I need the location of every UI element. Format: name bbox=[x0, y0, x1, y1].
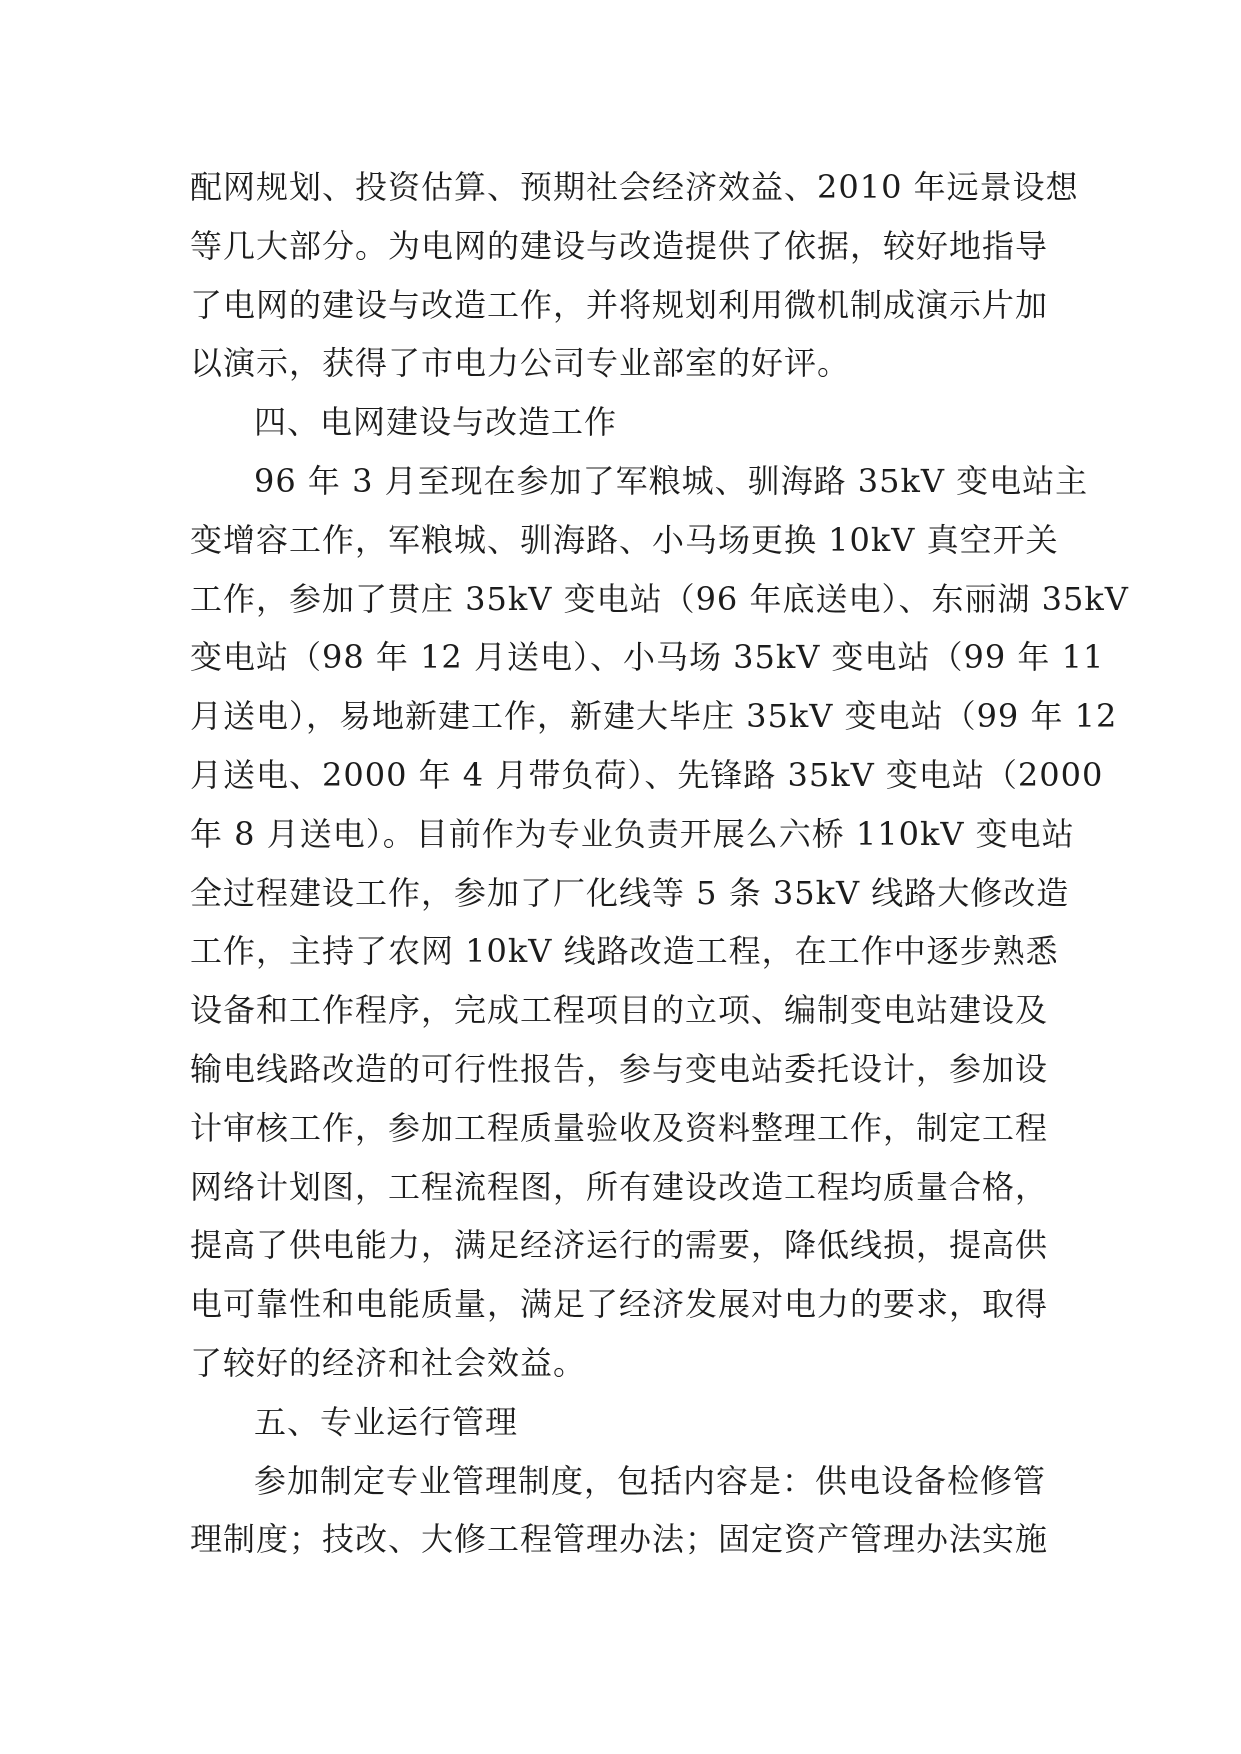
text-line: 了较好的经济和社会效益。 bbox=[190, 1343, 587, 1382]
paragraph-start-line: 参加制定专业管理制度，包括内容是：供电设备检修管 bbox=[254, 1461, 1047, 1500]
text-line: 计审核工作，参加工程质量验收及资料整理工作，制定工程 bbox=[190, 1108, 1049, 1147]
text-line: 理制度；技改、大修工程管理办法；固定资产管理办法实施 bbox=[190, 1520, 1049, 1559]
text-line: 月送电），易地新建工作，新建大毕庄 35kV 变电站（99 年 12 bbox=[190, 697, 1118, 736]
paragraph-start-line: 96 年 3 月至现在参加了军粮城、驯海路 35kV 变电站主 bbox=[254, 461, 1089, 500]
paragraph-start-line: 四、电网建设与改造工作 bbox=[254, 403, 618, 442]
body-text bbox=[190, 158, 1129, 1569]
text-line: 变电站（98 年 12 月送电）、小马场 35kV 变电站（99 年 11 bbox=[190, 638, 1105, 677]
text-line: 工作，主持了农网 10kV 线路改造工程，在工作中逐步熟悉 bbox=[190, 932, 1059, 971]
text-line: 年 8 月送电）。目前作为专业负责开展么六桥 110kV 变电站 bbox=[190, 814, 1075, 853]
text-line: 电可靠性和电能质量，满足了经济发展对电力的要求，取得 bbox=[190, 1285, 1049, 1324]
text-line: 提高了供电能力，满足经济运行的需要，降低线损，提高供 bbox=[190, 1226, 1049, 1265]
text-line: 以演示，获得了市电力公司专业部室的好评。 bbox=[190, 344, 851, 383]
text-line: 网络计划图，工程流程图，所有建设改造工程均质量合格， bbox=[190, 1167, 1049, 1206]
text-line: 输电线路改造的可行性报告，参与变电站委托设计，参加设 bbox=[190, 1049, 1049, 1088]
text-line: 了电网的建设与改造工作，并将规划利用微机制成演示片加 bbox=[190, 285, 1049, 324]
text-line: 全过程建设工作，参加了厂化线等 5 条 35kV 线路大修改造 bbox=[190, 873, 1070, 912]
text-line: 等几大部分。为电网的建设与改造提供了依据，较好地指导 bbox=[190, 226, 1049, 265]
text-line: 设备和工作程序，完成工程项目的立项、编制变电站建设及 bbox=[190, 991, 1049, 1030]
text-line: 月送电、2000 年 4 月带负荷）、先锋路 35kV 变电站（2000 bbox=[190, 755, 1104, 794]
text-line: 变增容工作，军粮城、驯海路、小马场更换 10kV 真空开关 bbox=[190, 520, 1059, 559]
text-line: 工作，参加了贯庄 35kV 变电站（96 年底送电）、东丽湖 35kV bbox=[190, 579, 1129, 618]
paragraph-start-line: 五、专业运行管理 bbox=[254, 1402, 519, 1441]
text-line: 配网规划、投资估算、预期社会经济效益、2010 年远景设想 bbox=[190, 168, 1079, 206]
